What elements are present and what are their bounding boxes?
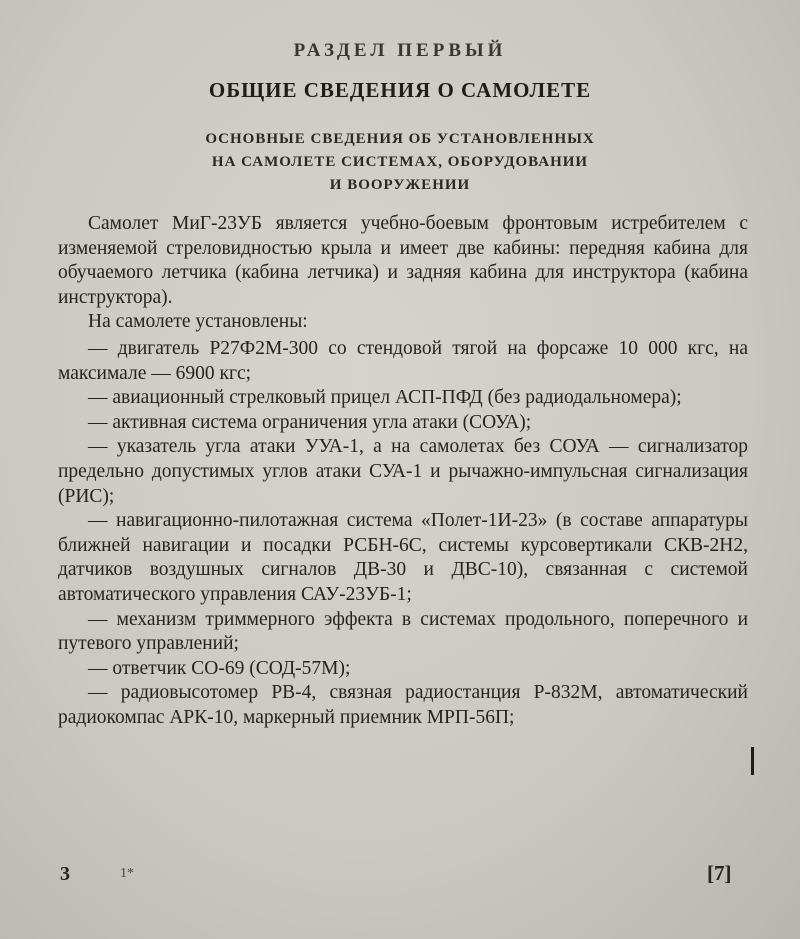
list-intro: На самолете установлены: [88, 311, 308, 333]
section-label: РАЗДЕЛ ПЕРВЫЙ [293, 40, 507, 61]
subtitle-line: ОСНОВНЫЕ СВЕДЕНИЯ ОБ УСТАНОВЛЕННЫХ [205, 131, 595, 147]
list-item: — навигационно-пилотажная система «Полет-1И-23» (в составе аппаратуры ближней навигации и посадки РСБН-6С, системы курсовертикали СКВ-2Н2, датчиков воздушных сигналов ДВ-30 и ДВС-10), связанная с системой автоматического управления САУ-23УБ-1; [58, 510, 748, 605]
list-item: — двигатель Р27Ф2М-300 со стендовой тягой на форсаже 10 000 кгс, на максимале — 6900 кгс; [58, 337, 748, 384]
subtitle-line: И ВООРУЖЕНИИ [329, 177, 471, 193]
list-item: — указатель угла атаки УУА-1, а на самолетах без СОУА — сигнализатор предельно допустимых углов атаки СУА-1 и рычажно-импульсная сигнализация (РИС); [58, 436, 748, 507]
intro-paragraph: Самолет МиГ-23УБ является учебно-боевым фронтовым истребителем с изменяемой стреловидностью крыла и имеет две кабины: передняя кабина для обучаемого летчика (кабина летчика) и задняя кабина для инструктора (кабина инструктора). [58, 213, 748, 308]
subtitle [0, 128, 800, 197]
page-title: ОБЩИЕ СВЕДЕНИЯ О САМОЛЕТЕ [208, 78, 592, 102]
list-item: — механизм триммерного эффекта в системах продольного, поперечного и путевого управлений; [58, 608, 748, 655]
equipment-list [58, 337, 748, 731]
sheet-number: 3 [60, 863, 70, 885]
list-item: — активная система ограничения угла атаки (СОУА); [88, 411, 532, 433]
signature-mark: 1* [120, 866, 134, 881]
margin-mark [751, 747, 754, 775]
list-item: — радиовысотомер РВ-4, связная радиостанция Р-832М, автоматический радиокомпас АРК-10, маркерный приемник МРП-56П; [58, 682, 748, 728]
list-item: — авиационный стрелковый прицел АСП-ПФД (без радиодальномера); [88, 387, 682, 409]
list-item: — ответчик СО-69 (СОД-57М); [88, 657, 351, 679]
subtitle-line: НА САМОЛЕТЕ СИСТЕМАХ, ОБОРУДОВАНИИ [211, 154, 589, 170]
body-text [58, 212, 748, 730]
page-number: [7] [707, 861, 732, 885]
